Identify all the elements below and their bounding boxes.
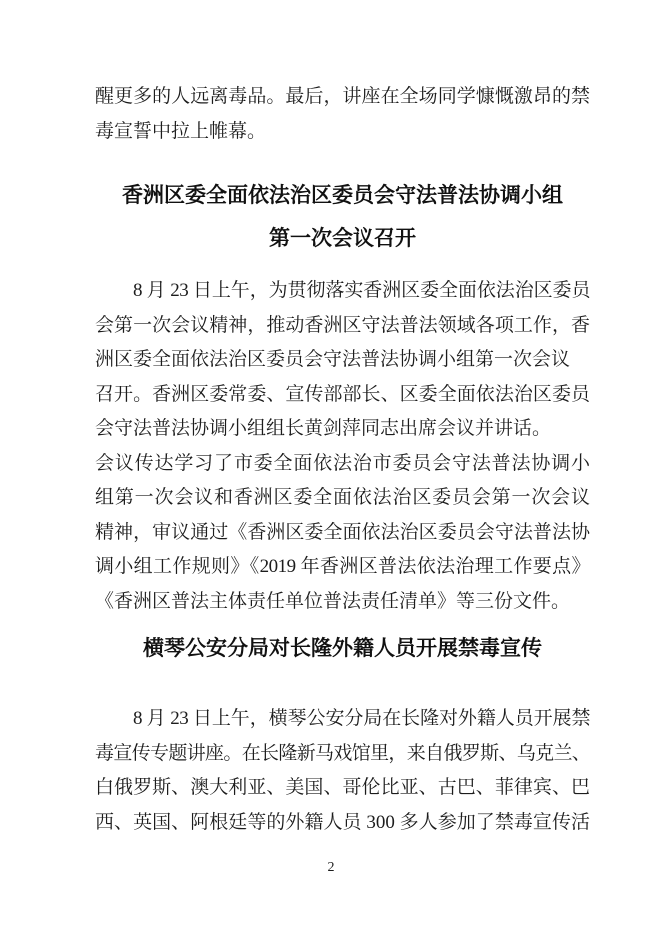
article-title-hengqin: 横琴公安分局对长隆外籍人员开展禁毒宣传 [143,636,542,660]
paragraph-line: 组第一次会议和香洲区委全面依法治区委员会第一次会议 [95,487,590,508]
paragraph-line: 会守法普法协调小组组长黄剑萍同志出席会议并讲话。 [95,418,552,439]
page-number: 2 [327,860,335,875]
paragraph-line: 8 月 23 日上午，为贯彻落实香洲区委全面依法治区委员 [133,280,590,301]
paragraph-continuation [95,80,590,149]
paragraph-line: 精神，审议通过《香洲区委全面依法治区委员会守法普法协 [95,521,590,543]
article-title-line: 香洲区委全面依法治区委员会守法普法协调小组 [122,183,563,207]
paragraph-line: 西、英国、阿根廷等的外籍人员 300 多人参加了禁毒宣传活 [95,811,590,833]
article-title-line: 第一次会议召开 [269,226,416,250]
paragraph-line: 会议传达学习了市委全面依法治市委员会守法普法协调小 [95,452,590,474]
paragraph-line: 召开。香洲区委常委、宣传部部长、区委全面依法治区委员 [95,383,590,405]
paragraph-line: 毒宣传专题讲座。在长隆新马戏馆里，来自俄罗斯、乌克兰、 [95,742,590,764]
paragraph-line: 醒更多的人远离毒品。最后，讲座在全场同学慷慨激昂的禁 [95,86,590,107]
paragraph-line: 毒宣誓中拉上帷幕。 [95,120,267,142]
paragraph-line: 会第一次会议精神，推动香洲区守法普法领域各项工作，香 [95,314,590,336]
paragraph-line: 《香洲区普法主体责任单位普法责任清单》等三份文件。 [95,590,571,612]
paragraph-line: 8 月 23 日上午，横琴公安分局在长隆对外籍人员开展禁 [133,708,590,729]
paragraph-line: 调小组工作规则》《2019 年香洲区普法依法治理工作要点》 [95,556,590,577]
article-hengqin-body [95,702,590,840]
article-meeting-body [95,274,590,619]
article-title-meeting [95,174,590,260]
paragraph-line: 白俄罗斯、澳大利亚、美国、哥伦比亚、古巴、菲律宾、巴 [95,777,590,798]
paragraph-line: 洲区委全面依法治区委员会守法普法协调小组第一次会议 [95,349,571,370]
